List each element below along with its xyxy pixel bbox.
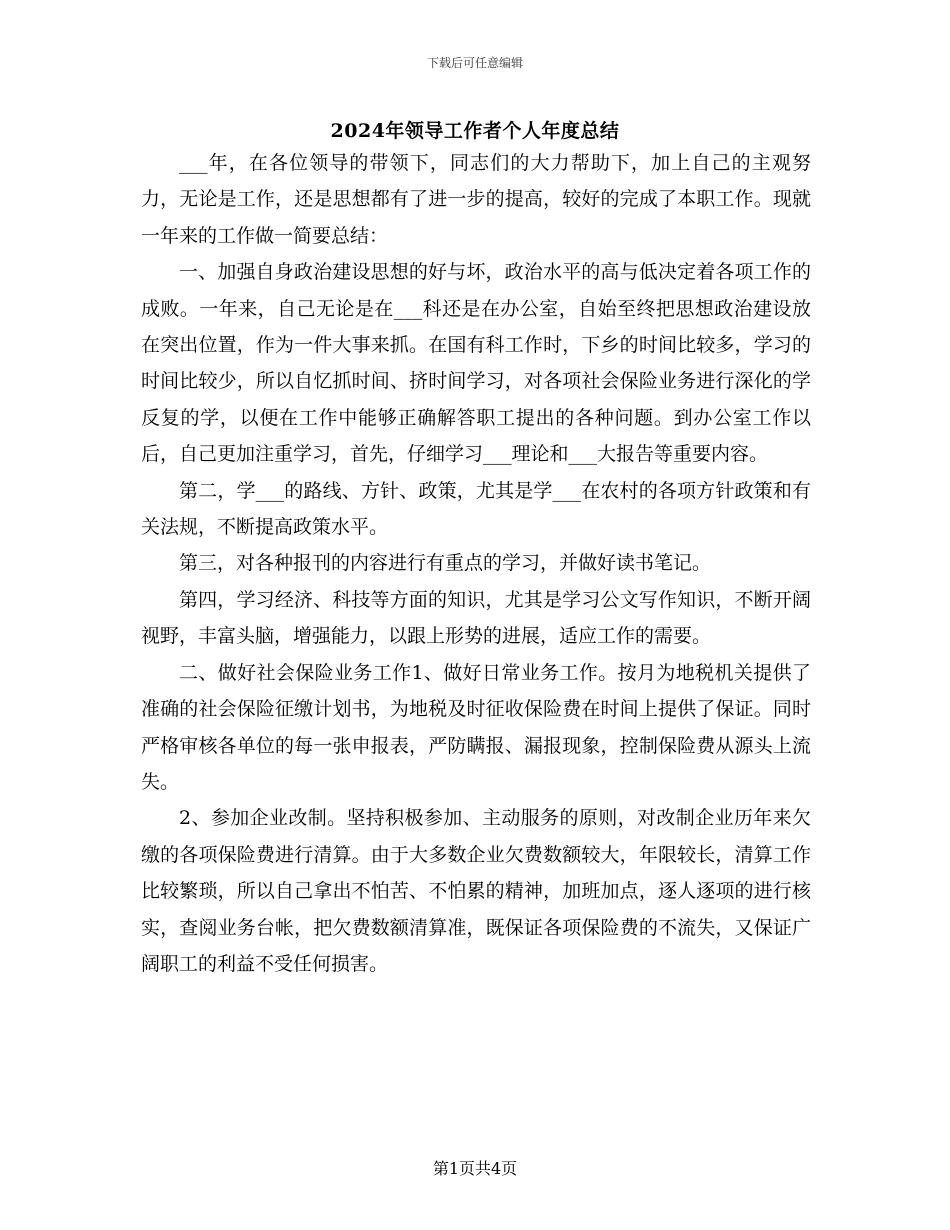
paragraph-enterprise-reform: 2、参加企业改制。坚持积极参加、主动服务的原则，对改制企业历年来欠缴的各项保险费进行清算。由于大多数企业欠费数额较大，年限较长，清算工作比较繁琐，所以自己拿出不怕苦、不怕累的精神，加班加点，逐人逐项的进行核实，查阅业务台帐，把欠费数额清算准，既保证各项保险费的不流失，又保证广阔职工的利益不受任何损害。: [141, 807, 811, 975]
paragraph-political-building: 一、加强自身政治建设思想的好与坏，政治水平的高与低决定着各项工作的成败。一年来，自己无论是在___科还是在办公室，自始至终把思想政治建设放在突出位置，作为一件大事来抓。在国有科工作时，下乡的时间比较多，学习的时间比较少，所以自忆抓时间、挤时间学习，对各项社会保险业务进行深化的学反复的学，以便在工作中能够正确解答职工提出的各种问题。到办公室工作以后，自己更加注重学习，首先，仔细学习___理论和___大报告等重要内容。: [141, 261, 811, 466]
document-title: 2024年领导工作者个人年度总结: [330, 120, 620, 142]
paragraph-second: 第二，学___的路线、方针、政策，尤其是学___在农村的各项方针政策和有关法规，不断提高政策水平。: [141, 479, 811, 539]
document-body: [141, 145, 811, 982]
paragraph-intro: ___年，在各位领导的带领下，同志们的大力帮助下，加上自己的主观努力，无论是工作，还是思想都有了进一步的提高，较好的完成了本职工作。现就一年来的工作做一简要总结：: [141, 152, 811, 247]
page-footer: 第1页共4页: [432, 1159, 518, 1178]
header-note: 下载后可任意编辑: [426, 56, 523, 70]
paragraph-fourth: 第四，学习经济、科技等方面的知识，尤其是学习公文写作知识，不断开阔视野，丰富头脑，增强能力，以跟上形势的进展，适应工作的需要。: [141, 588, 811, 648]
paragraph-third: 第三，对各种报刊的内容进行有重点的学习，并做好读书笔记。: [179, 552, 712, 575]
paragraph-insurance-business: 二、做好社会保险业务工作1、做好日常业务工作。按月为地税机关提供了准确的社会保险征缴计划书，为地税及时征收保险费在时间上提供了保证。同时严格审核各单位的每一张申报表，严防瞒报、漏报现象，控制保险费从源头上流失。: [141, 661, 811, 793]
